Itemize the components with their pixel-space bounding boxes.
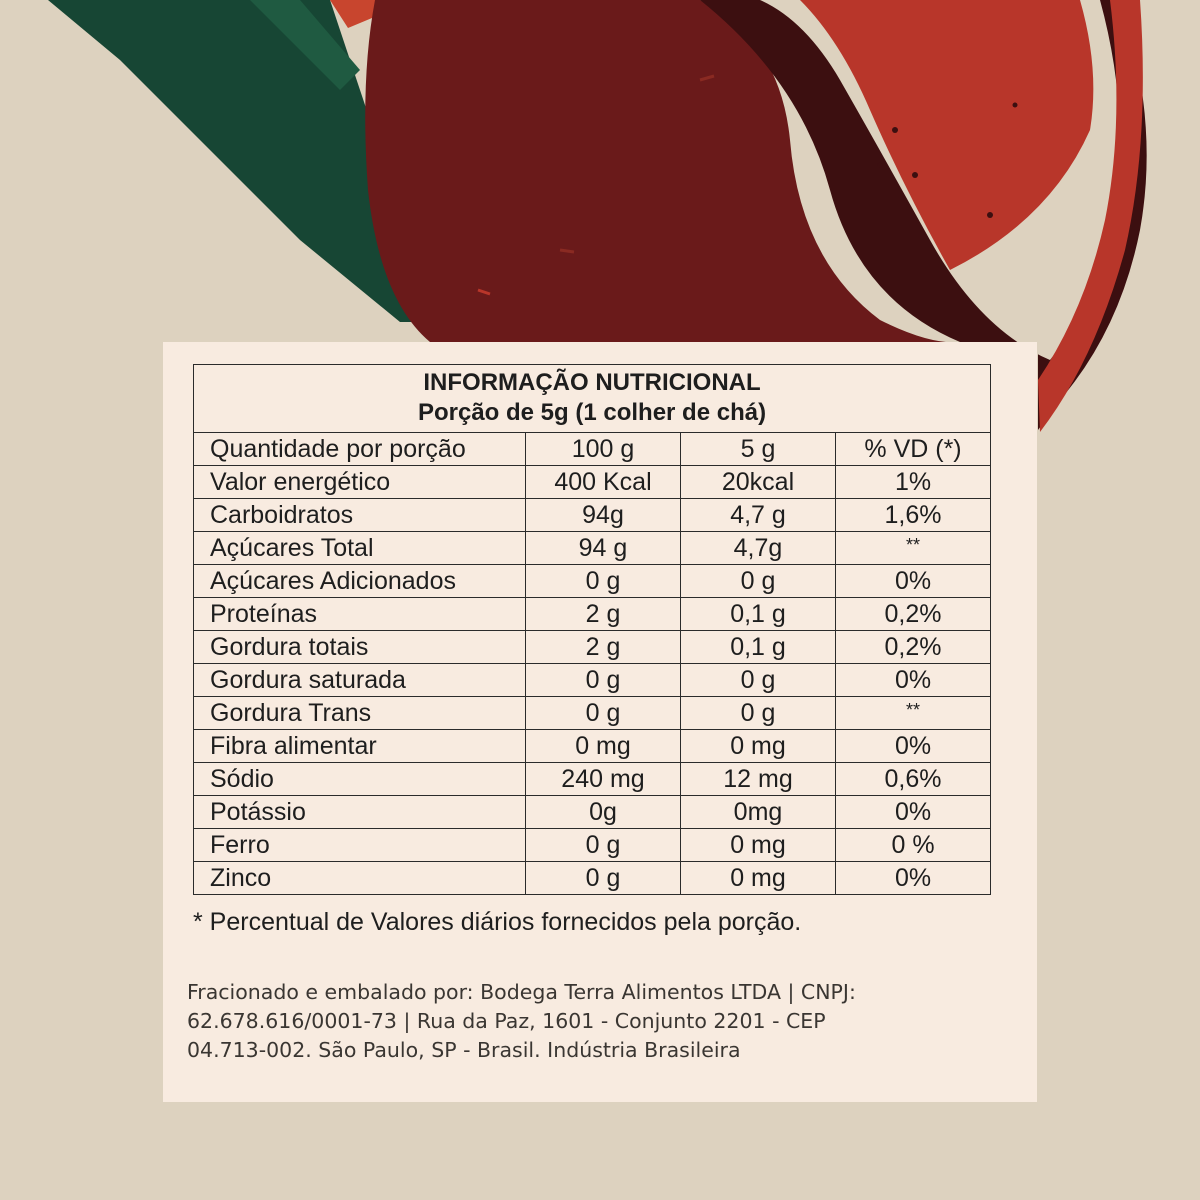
nutrient-value: 0 g — [526, 829, 681, 862]
table-row — [194, 697, 991, 730]
footnote: * Percentual de Valores diários fornecidos pela porção. — [193, 908, 802, 936]
table-row — [194, 433, 991, 466]
nutrient-value: 0,2% — [836, 631, 991, 664]
nutrient-value: 0 g — [681, 664, 836, 697]
nutrient-value: 0 % — [836, 829, 991, 862]
table-title: INFORMAÇÃO NUTRICIONAL — [423, 369, 761, 396]
table-row — [194, 598, 991, 631]
company-line: 62.678.616/0001-73 | Rua da Paz, 1601 - Conjunto 2201 - CEP — [187, 1009, 826, 1033]
table-header — [194, 365, 991, 433]
leaf-shape — [48, 0, 420, 322]
nutrient-name: Gordura totais — [194, 631, 526, 664]
nutrient-value: 0mg — [681, 796, 836, 829]
company-line: Fracionado e embalado por: Bodega Terra Alimentos LTDA | CNPJ: — [187, 980, 856, 1004]
nutrient-value: 12 mg — [681, 763, 836, 796]
nutrient-value: 0 g — [681, 565, 836, 598]
nutrient-value: 0,1 g — [681, 598, 836, 631]
nutrient-value: ** — [836, 697, 991, 730]
table-row — [194, 763, 991, 796]
nutrient-name: Gordura saturada — [194, 664, 526, 697]
column-header: % VD (*) — [836, 433, 991, 466]
table-row — [194, 862, 991, 895]
nutrient-value: 2 g — [526, 598, 681, 631]
table-portion: Porção de 5g (1 colher de chá) — [417, 399, 767, 426]
nutrient-value: 0 g — [526, 697, 681, 730]
nutrient-value: 4,7g — [681, 532, 836, 565]
nutrient-value: 0 g — [526, 565, 681, 598]
nutrient-value: 0 mg — [681, 829, 836, 862]
nutrient-value: 0% — [836, 664, 991, 697]
nutrient-value: 20kcal — [681, 466, 836, 499]
nutrient-value: 0,6% — [836, 763, 991, 796]
nutrient-value: 0% — [836, 730, 991, 763]
nutrient-name: Sódio — [194, 763, 526, 796]
table-row — [194, 631, 991, 664]
nutrient-value: 1,6% — [836, 499, 991, 532]
nutrient-name: Carboidratos — [194, 499, 526, 532]
nutrient-name: Açúcares Total — [194, 532, 526, 565]
nutrient-value: 0 g — [526, 664, 681, 697]
nutrient-name: Fibra alimentar — [194, 730, 526, 763]
table-row — [194, 829, 991, 862]
nutrient-value: 0% — [836, 862, 991, 895]
table-row — [194, 565, 991, 598]
nutrient-value: 0% — [836, 796, 991, 829]
nutrient-value: 0,1 g — [681, 631, 836, 664]
table-row — [194, 532, 991, 565]
column-header: 100 g — [526, 433, 681, 466]
nutrient-value: 94 g — [526, 532, 681, 565]
nutrient-value: 0g — [526, 796, 681, 829]
nutrient-value: 0 mg — [681, 730, 836, 763]
nutrient-value: ** — [836, 532, 991, 565]
nutrient-name: Ferro — [194, 829, 526, 862]
nutrient-name: Açúcares Adicionados — [194, 565, 526, 598]
nutrition-card — [163, 342, 1037, 1102]
nutrient-name: Potássio — [194, 796, 526, 829]
nutrient-value: 94g — [526, 499, 681, 532]
nutrient-value: 0 mg — [681, 862, 836, 895]
nutrient-value: 0 g — [681, 697, 836, 730]
table-row — [194, 499, 991, 532]
column-header: Quantidade por porção — [194, 433, 526, 466]
table-row — [194, 796, 991, 829]
company-info — [187, 978, 987, 1065]
nutrient-value: 4,7 g — [681, 499, 836, 532]
nutrient-value: 0,2% — [836, 598, 991, 631]
nutrient-value: 0 g — [526, 862, 681, 895]
column-header: 5 g — [681, 433, 836, 466]
nutrient-name: Valor energético — [194, 466, 526, 499]
nutrient-value: 240 mg — [526, 763, 681, 796]
table-row — [194, 664, 991, 697]
nutrient-name: Gordura Trans — [194, 697, 526, 730]
nutrition-table — [193, 364, 991, 895]
company-line: 04.713-002. São Paulo, SP - Brasil. Indústria Brasileira — [187, 1038, 741, 1062]
nutrient-value: 2 g — [526, 631, 681, 664]
nutrient-name: Zinco — [194, 862, 526, 895]
nutrient-value: 0 mg — [526, 730, 681, 763]
table-row — [194, 466, 991, 499]
nutrient-value: 1% — [836, 466, 991, 499]
nutrient-value: 400 Kcal — [526, 466, 681, 499]
nutrient-value: 0% — [836, 565, 991, 598]
nutrient-name: Proteínas — [194, 598, 526, 631]
table-row — [194, 730, 991, 763]
